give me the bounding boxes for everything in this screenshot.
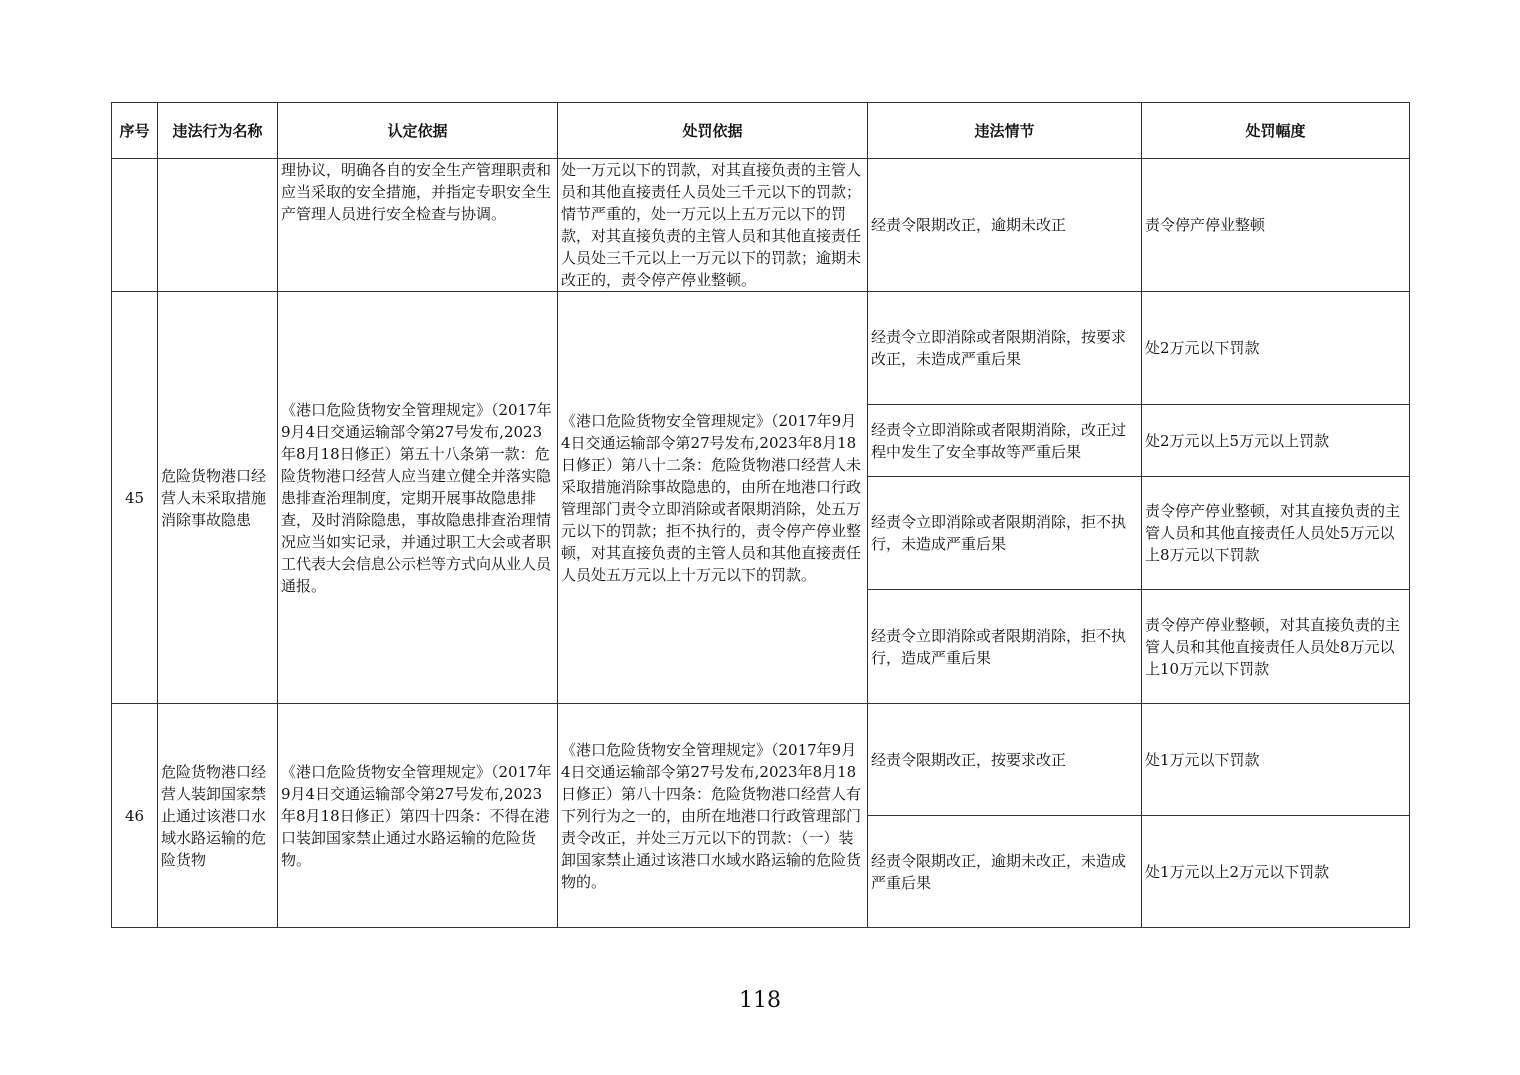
row45-name: 危险货物港口经营人未采取措施消除事故隐患 [158,292,278,704]
header-circumstance: 违法情节 [868,103,1142,159]
cont-name [158,159,278,292]
cont-seq [112,159,158,292]
header-row [112,103,1410,159]
table-row [112,292,1410,405]
cont-circumstance: 经责令限期改正，逾期未改正 [868,159,1142,292]
row45-seq: 45 [112,292,158,704]
cont-basis: 理协议，明确各自的安全生产管理职责和应当采取的安全措施，并指定专职安全生产管理人员进行安全检查与协调。 [278,159,558,292]
row46-range-2: 处1万元以上2万元以下罚款 [1142,816,1410,928]
row45-penalty-basis: 《港口危险货物安全管理规定》（2017年9月4日交通运输部令第27号发布,2023年8月18日修正）第八十二条：危险货物港口经营人未采取措施消除事故隐患的，由所在地港口行政管理部门责令立即消除或者限期消除，处五万元以下的罚款；拒不执行的，责令停产停业整顿，对其直接负责的主管人员和其他直接责任人员处五万元以上十万元以下的罚款。 [558,292,868,704]
header-seq: 序号 [112,103,158,159]
row46-penalty-basis: 《港口危险货物安全管理规定》（2017年9月4日交通运输部令第27号发布,2023年8月18日修正）第八十四条：危险货物港口经营人有下列行为之一的，由所在地港口行政管理部门责令改正，并处三万元以下的罚款：（一）装卸国家禁止通过该港口水域水路运输的危险货物的。 [558,704,868,928]
row45-circumstance-3: 经责令立即消除或者限期消除，拒不执行，未造成严重后果 [868,477,1142,590]
cont-range: 责令停产停业整顿 [1142,159,1410,292]
header-name: 违法行为名称 [158,103,278,159]
header-penalty-basis: 处罚依据 [558,103,868,159]
row45-range-2: 处2万元以上5万元以上罚款 [1142,405,1410,477]
row46-seq: 46 [112,704,158,928]
row46-name: 危险货物港口经营人装卸国家禁止通过该港口水域水路运输的危险货物 [158,704,278,928]
row46-basis: 《港口危险货物安全管理规定》（2017年9月4日交通运输部令第27号发布,2023年8月18日修正）第四十四条：不得在港口装卸国家禁止通过水路运输的危险货物。 [278,704,558,928]
table-row [112,159,1410,292]
page-number: 118 [739,988,781,1013]
row45-circumstance-2: 经责令立即消除或者限期消除，改正过程中发生了安全事故等严重后果 [868,405,1142,477]
row45-circumstance-1: 经责令立即消除或者限期消除，按要求改正，未造成严重后果 [868,292,1142,405]
row46-circumstance-1: 经责令限期改正，按要求改正 [868,704,1142,816]
cont-penalty-basis: 处一万元以下的罚款，对其直接负责的主管人员和其他直接责任人员处三千元以下的罚款；情节严重的，处一万元以上五万元以下的罚款，对其直接负责的主管人员和其他直接责任人员处三千元以上一万元以下的罚款；逾期未改正的，责令停产停业整顿。 [558,159,868,292]
row45-circumstance-4: 经责令立即消除或者限期消除，拒不执行，造成严重后果 [868,590,1142,704]
row45-range-4: 责令停产停业整顿，对其直接负责的主管人员和其他直接责任人员处8万元以上10万元以下罚款 [1142,590,1410,704]
row45-range-3: 责令停产停业整顿，对其直接负责的主管人员和其他直接责任人员处5万元以上8万元以下罚款 [1142,477,1410,590]
row45-basis: 《港口危险货物安全管理规定》（2017年9月4日交通运输部令第27号发布,2023年8月18日修正）第五十八条第一款：危险货物港口经营人应当建立健全并落实隐患排查治理制度，定期开展事故隐患排查，及时消除隐患，事故隐患排查治理情况应当如实记录，并通过职工大会或者职工代表大会信息公示栏等方式向从业人员通报。 [278,292,558,704]
row46-circumstance-2: 经责令限期改正，逾期未改正，未造成严重后果 [868,816,1142,928]
header-range: 处罚幅度 [1142,103,1410,159]
row45-range-1: 处2万元以下罚款 [1142,292,1410,405]
header-basis: 认定依据 [278,103,558,159]
penalty-table [111,102,1410,928]
row46-range-1: 处1万元以下罚款 [1142,704,1410,816]
table-row [112,704,1410,816]
